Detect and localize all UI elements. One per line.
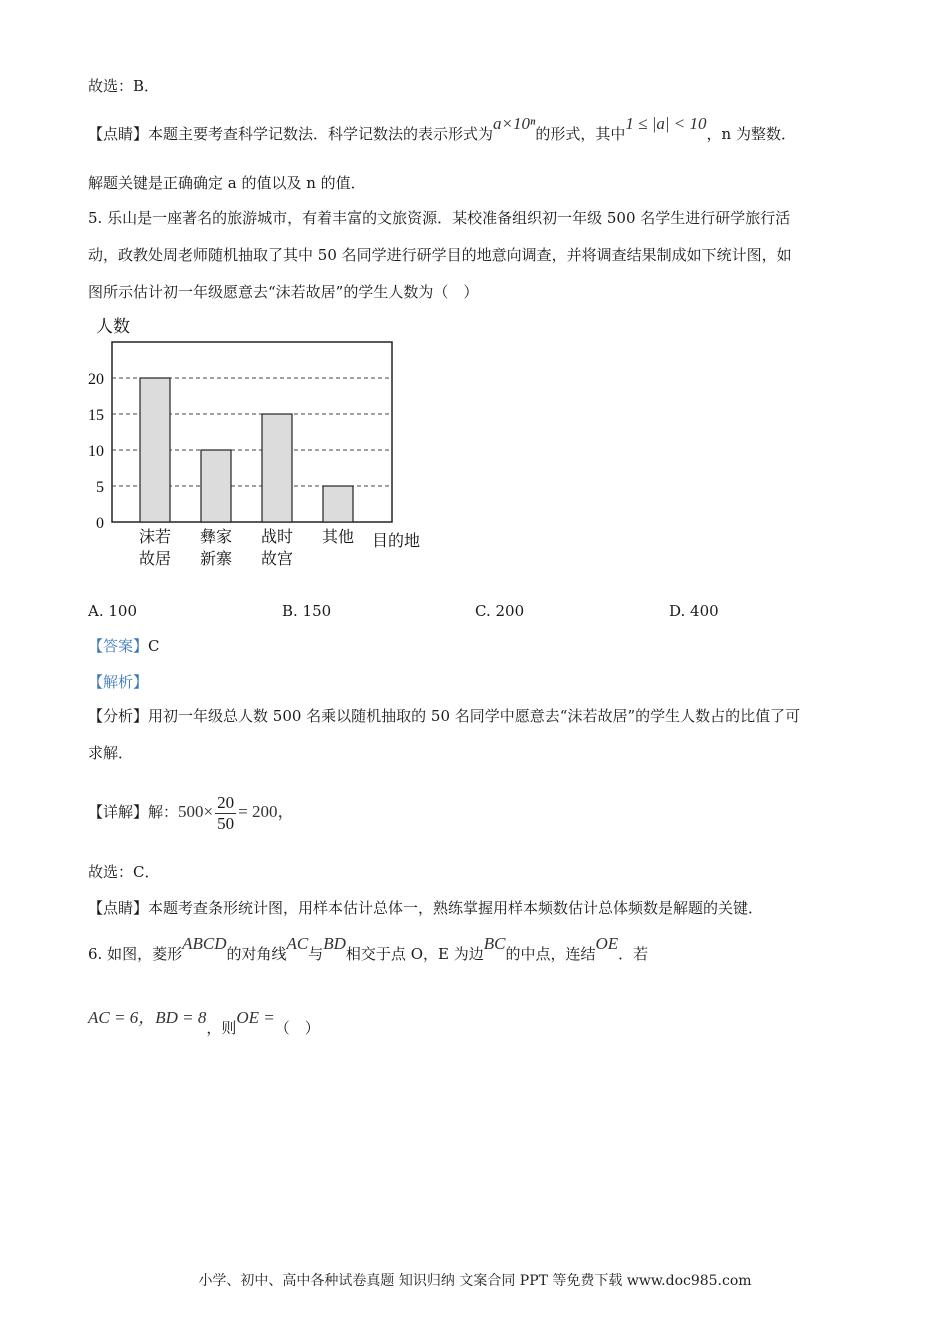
- x-tick-label: 彝家: [199, 529, 233, 546]
- detail-lhs: 500×: [178, 802, 214, 821]
- q6-math-abcd: ABCD: [182, 934, 227, 953]
- answer-tag: 【答案】: [88, 637, 149, 655]
- detail-line: [88, 790, 294, 834]
- y-tick-label: 20: [88, 371, 104, 388]
- bar: [140, 378, 170, 522]
- answer-line: [88, 636, 160, 656]
- conclusion-c: 故选：C．: [88, 863, 160, 881]
- question-5-line-2: 动，政教处周老师随机抽取了其中 50 名同学进行研学目的地意向调查，并将调查结果制成如下统计图，如: [88, 246, 792, 264]
- q6-text-b: 的对角线: [226, 945, 287, 963]
- detail-prefix: 【详解】解：: [88, 803, 179, 821]
- q6-text-c: 与: [308, 945, 324, 963]
- option-d: D. 400: [669, 602, 719, 620]
- fraction: [215, 793, 236, 834]
- bar: [323, 486, 353, 522]
- y-tick-label: 5: [96, 479, 104, 496]
- x-tick-label: 故居: [138, 551, 172, 568]
- x-tick-label: 新寨: [199, 551, 233, 568]
- q6-text-a: 6. 如图，菱形: [88, 945, 183, 963]
- bar-chart: [84, 312, 444, 582]
- fenxi-line-2: 求解．: [88, 744, 134, 762]
- y-axis-label: 人数: [96, 317, 130, 336]
- formula-a-times-10n: a×10ⁿ: [493, 114, 536, 133]
- note-text-3: ，n 为整数．: [706, 125, 796, 143]
- q6-text-d: 相交于点 O，E 为边: [345, 945, 484, 963]
- question-5-line-3: 图所示估计初一年级愿意去“沫若故居”的学生人数为（ ）: [88, 283, 479, 301]
- q6-math-oe: OE: [595, 934, 619, 953]
- x-tick-label: 战时: [260, 529, 294, 546]
- bar: [201, 450, 231, 522]
- q6-math-given: AC = 6，BD = 8: [88, 1008, 207, 1027]
- q6-text-f: ．若: [618, 945, 649, 963]
- fraction-denominator: 50: [217, 813, 235, 833]
- note-key-point: 解题关键是正确确定 a 的值以及 n 的值．: [88, 174, 366, 192]
- y-tick-label: 15: [88, 407, 104, 424]
- q6-text-h: （ ）: [274, 1019, 320, 1037]
- analysis-tag: 【解析】: [88, 673, 149, 691]
- fenxi-line-1: 【分析】用初一年级总人数 500 名乘以随机抽取的 50 名同学中愿意去“沫若故居”的学生人数占的比值了可: [88, 707, 801, 725]
- option-b: B. 150: [282, 602, 332, 620]
- q6-text-e: 的中点，连结: [505, 945, 596, 963]
- x-tick-label: 沫若: [138, 529, 172, 546]
- x-tick-label: 其他: [321, 529, 355, 546]
- detail-rhs: = 200，: [238, 802, 295, 821]
- note-text-1: 【点睛】本题主要考查科学记数法．科学记数法的表示形式为: [88, 125, 494, 143]
- option-a: A. 100: [88, 602, 137, 620]
- q6-math-bc: BC: [483, 934, 506, 953]
- q6-math-oe-eq: OE =: [236, 1008, 275, 1027]
- prev-conclusion: 故选：B．: [88, 77, 160, 95]
- y-tick-label: 0: [96, 515, 104, 532]
- dianjing-2: 【点睛】本题考查条形统计图，用样本估计总体一，熟练掌握用样本频数估计总体频数是解题的关键．: [88, 899, 764, 917]
- y-tick-label: 10: [88, 443, 104, 460]
- answer-value: C: [148, 637, 160, 655]
- note-scientific-notation: [88, 114, 796, 144]
- bar: [262, 414, 292, 522]
- fraction-numerator: 20: [217, 792, 235, 812]
- q6-math-bd: BD: [323, 934, 346, 953]
- page-footer: 小学、初中、高中各种试卷真题 知识归纳 文案合同 PPT 等免费下载 www.doc985.com: [198, 1273, 752, 1289]
- note-text-2: 的形式，其中: [535, 125, 626, 143]
- formula-range: 1 ≤ |a| < 10: [625, 114, 707, 133]
- question-6-line-2: [88, 1008, 320, 1038]
- q6-text-g: ，则: [206, 1019, 237, 1037]
- question-6-line-1: [88, 934, 649, 964]
- q6-math-ac: AC: [286, 934, 309, 953]
- x-tick-label: 故宫: [260, 551, 294, 568]
- question-5-line-1: 5. 乐山是一座著名的旅游城市，有着丰富的文旅资源．某校准备组织初一年级 500 名学生进行研学旅行活: [88, 209, 791, 227]
- x-axis-label: 目的地: [372, 533, 421, 550]
- option-c: C. 200: [475, 602, 525, 620]
